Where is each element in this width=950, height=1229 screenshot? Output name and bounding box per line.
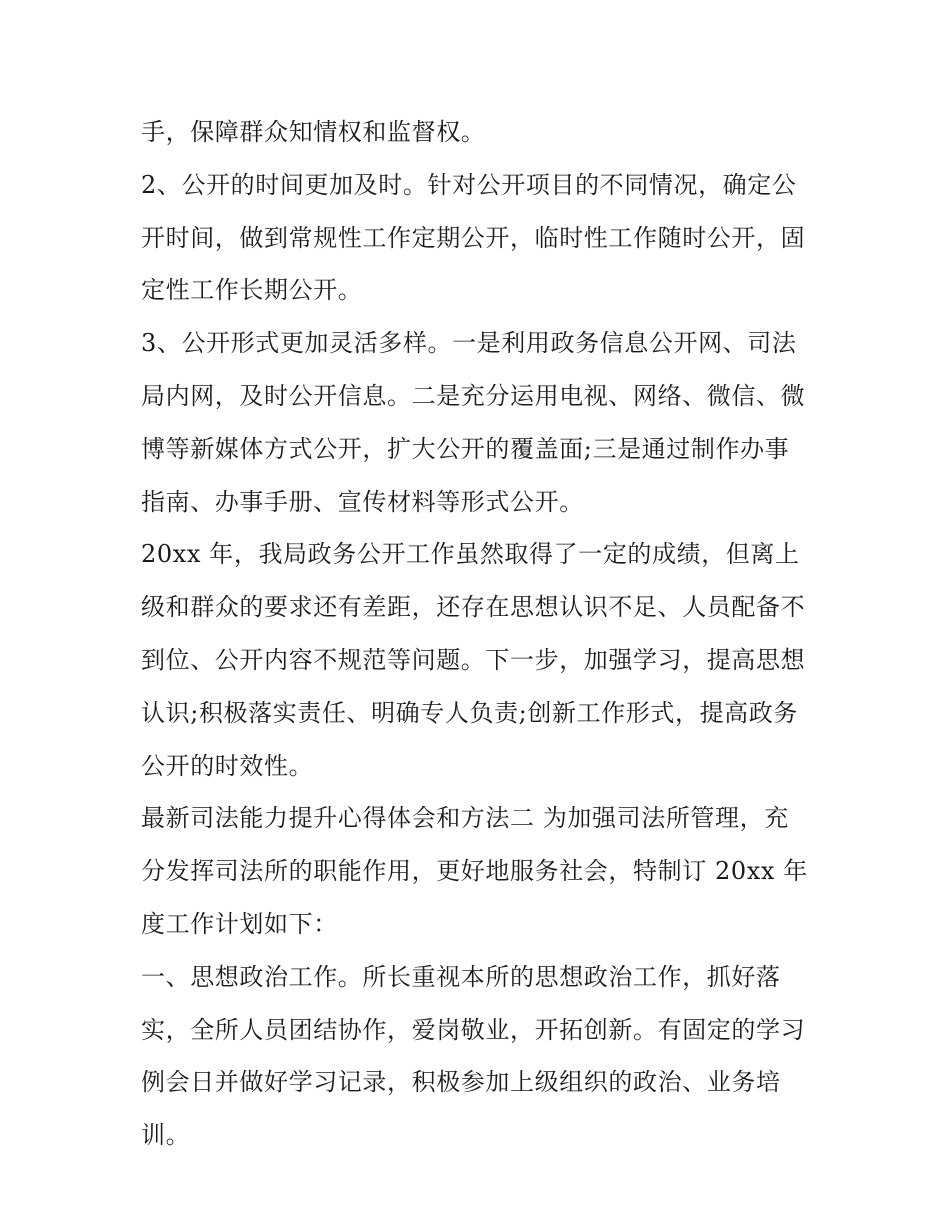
text-line: 公开的时效性。 xyxy=(141,751,314,780)
text-line: 开时间，做到常规性工作定期公开，临时性工作随时公开，固 xyxy=(141,223,806,252)
text-line: 20xx 年，我局政务公开工作虽然取得了一定的成绩，但离上 xyxy=(141,540,800,569)
text-line: 级和群众的要求还有差距，还存在思想认识不足、人员配备不 xyxy=(141,593,806,622)
document-body xyxy=(141,106,821,1162)
text-line: 分发挥司法所的职能作用，更好地服务社会，特制订 20xx 年 xyxy=(141,857,808,886)
text-line: 2、公开的时间更加及时。针对公开项目的不同情况，确定公 xyxy=(141,170,797,199)
text-line: 到位、公开内容不规范等问题。下一步，加强学习，提高思想 xyxy=(141,645,806,674)
text-line: 训。 xyxy=(141,1121,191,1150)
text-line: 认识;积极落实责任、明确专人负责;创新工作形式，提高政务 xyxy=(141,698,798,727)
text-line: 定性工作长期公开。 xyxy=(141,276,363,305)
text-line: 一、思想政治工作。所长重视本所的思想政治工作，抓好落 xyxy=(141,962,781,991)
text-line: 例会日并做好学习记录，积极参加上级组织的政治、业务培 xyxy=(141,1068,781,1097)
text-line: 手，保障群众知情权和监督权。 xyxy=(141,118,486,146)
text-line: 实，全所人员团结协作，爱岗敬业，开拓创新。有固定的学习 xyxy=(141,1015,806,1044)
text-line: 局内网，及时公开信息。二是充分运用电视、网络、微信、微 xyxy=(141,381,806,410)
text-line: 3、公开形式更加灵活多样。一是利用政务信息公开网、司法 xyxy=(141,329,797,358)
text-line: 博等新媒体方式公开，扩大公开的覆盖面;三是通过制作办事 xyxy=(141,434,790,463)
text-line: 最新司法能力提升心得体会和方法二 为加强司法所管理，充 xyxy=(141,804,789,833)
text-line: 指南、办事手册、宣传材料等形式公开。 xyxy=(141,487,584,516)
text-line: 度工作计划如下： xyxy=(141,909,338,938)
